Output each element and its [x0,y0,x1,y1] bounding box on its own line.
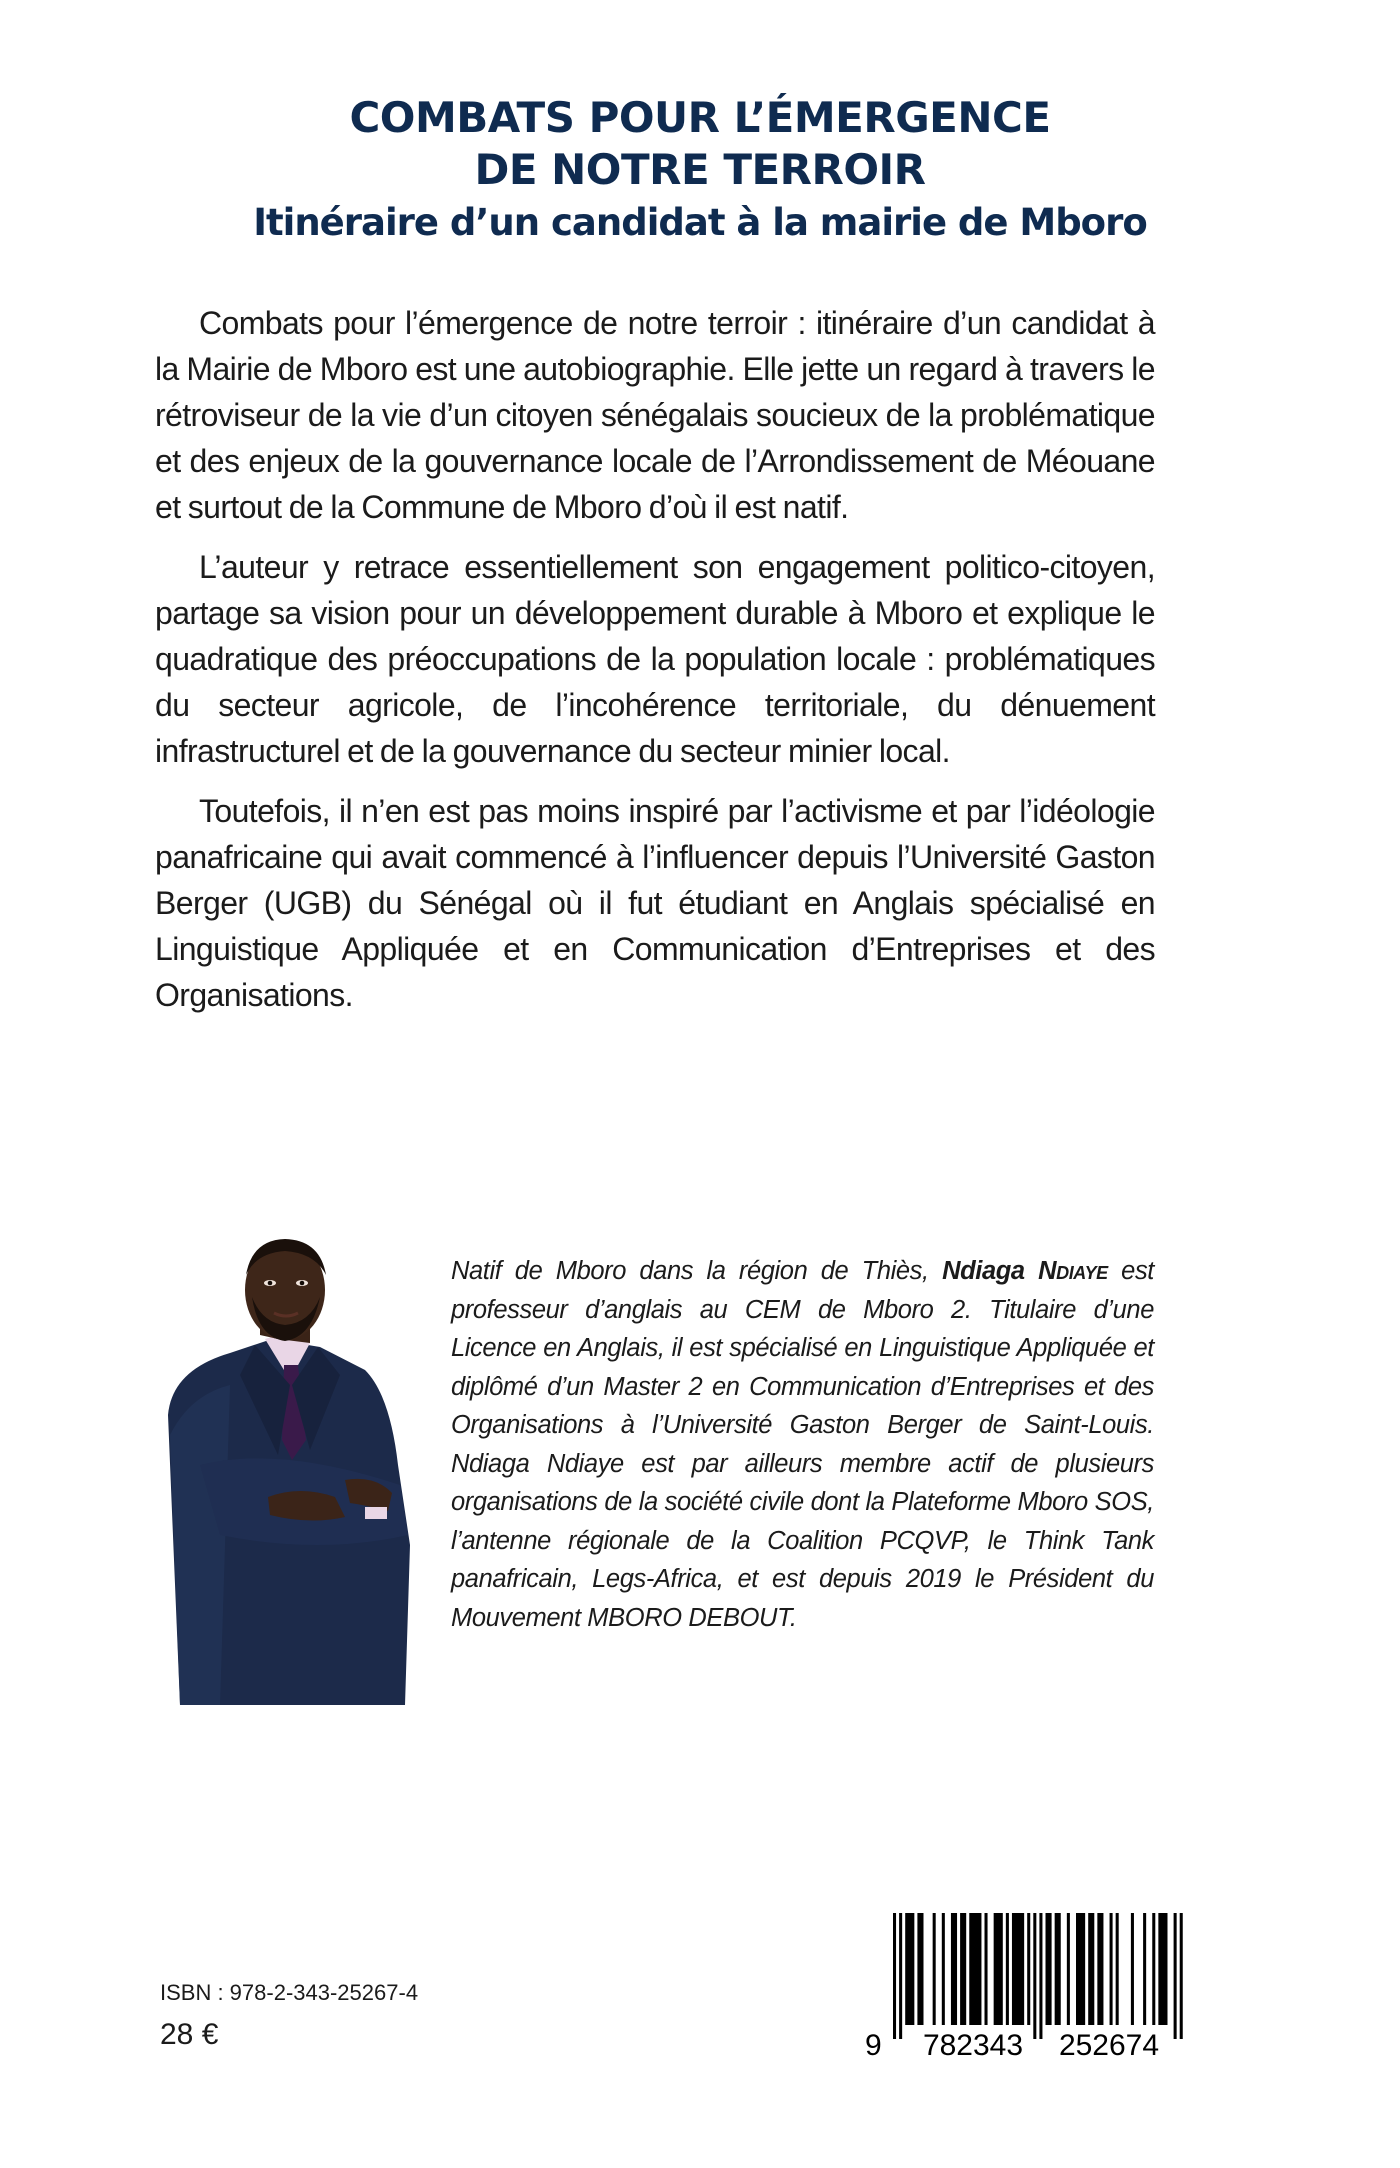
synopsis-paragraph-1: Combats pour l’émergence de notre terroir : itinéraire d’un candidat à la Mairie de Mboro est une autobiographie. Elle jette un regard à travers le rétroviseur de la vie d’un citoyen sénégalais soucieux de la problématique et des enjeux de la gouvernance locale de l’Arrondissement de Méouane et surtout de la Commune de Mboro d’où il est natif. [155,305,1155,525]
author-first-name: Ndiaga [942,1257,1039,1285]
barcode-bar [1097,1913,1103,2025]
barcode-bar [1067,1913,1070,2025]
author-last-name-rest: diaye [1056,1257,1108,1285]
barcode-digits-right-group: 252674 [1058,2029,1160,2062]
ean13-barcode [855,1905,1195,2065]
author-bio-text [451,1252,1154,1637]
barcode-bar [985,1913,988,2025]
barcode-bar [1116,1913,1119,2025]
book-title-line-1: COMBATS POUR L’ÉMERGENCE [349,93,1051,142]
barcode-bar [933,1913,936,2025]
barcode-digits-left-group: 782343 [922,2029,1024,2062]
book-title-block [0,92,1400,248]
author-bio [451,1252,1154,1637]
barcode-bar [960,1913,966,2025]
author-photo [160,1235,420,1705]
book-subtitle: Itinéraire d’un candidat à la mairie de Mboro [253,201,1147,244]
author-last-name-initial: N [1038,1257,1057,1285]
barcode-guard-bar [1039,1913,1042,2039]
barcode-bar [1143,1913,1146,2025]
barcode-guard-bar [1033,1913,1036,2039]
barcode-bar [1076,1913,1085,2025]
barcode-bar [969,1913,981,2025]
barcode-bar [1055,1913,1061,2025]
barcode-guard-bar [893,1913,896,2039]
barcode-guard-bar [1180,1913,1183,2039]
barcode-digit-first: 9 [865,2029,882,2062]
barcode-bars [893,1913,1183,2039]
barcode-bar [1006,1913,1009,2025]
price-label: 28 € [160,2018,219,2051]
barcode-bar [1012,1913,1024,2025]
book-synopsis [155,300,1155,1032]
barcode-bar [942,1913,945,2025]
isbn-label: ISBN : 978-2-343-25267-4 [160,1980,419,2005]
barcode-bar [1046,1913,1052,2025]
barcode-bar [1131,1913,1134,2025]
author-bio-rest: est professeur d’anglais au CEM de Mboro 2. Titulaire d’une Licence en Anglais, il est spécialisé en Linguistique Appliquée et diplômé d’un Master 2 en Communication d’Entreprises et des Organisations à l’Université Gaston Berger de Saint-Louis. Ndiaga Ndiaye est par ailleurs membre actif de plusieurs organisations de la société civile dont la Plateforme Mboro SOS, l’antenne régionale de la Coalition PCQVP, le Think Tank panafricain, Legs-Africa, et est depuis 2019 le Président du Mouvement MBORO DEBOUT. [451,1257,1154,1632]
barcode-bar [917,1913,923,2025]
barcode-bar [1158,1913,1167,2025]
synopsis-paragraph-2: L’auteur y retrace essentiellement son engagement politico-citoyen, partage sa vision pour un développement durable à Mboro et explique le quadratique des préoccupations de la population locale : problématiques du secteur agricole, de l’incohérence territoriale, du dénuement infrastructurel et de la gouvernance du secteur minier local. [155,549,1155,769]
barcode-guard-bar [899,1913,902,2039]
barcode-bar [994,1913,1003,2025]
barcode-bar [1110,1913,1113,2025]
book-title-line-2: DE NOTRE TERROIR [474,145,926,194]
barcode-bar [1152,1913,1155,2025]
barcode-bar [905,1913,914,2025]
barcode-bar [1027,1913,1030,2025]
barcode-guard-bar [1174,1913,1177,2039]
barcode-bar [951,1913,957,2025]
author-bio-intro: Natif de Mboro dans la région de Thiès, [451,1257,943,1285]
synopsis-paragraph-3: Toutefois, il n’en est pas moins inspiré par l’activisme et par l’idéologie panafricaine qui avait commencé à l’influencer depuis l’Université Gaston Berger (UGB) du Sénégal où il fut étudiant en Anglais spécialisé en Linguistique Appliquée et en Communication d’Entreprises et des Organisations. [155,793,1155,1013]
barcode-bar [1088,1913,1094,2025]
